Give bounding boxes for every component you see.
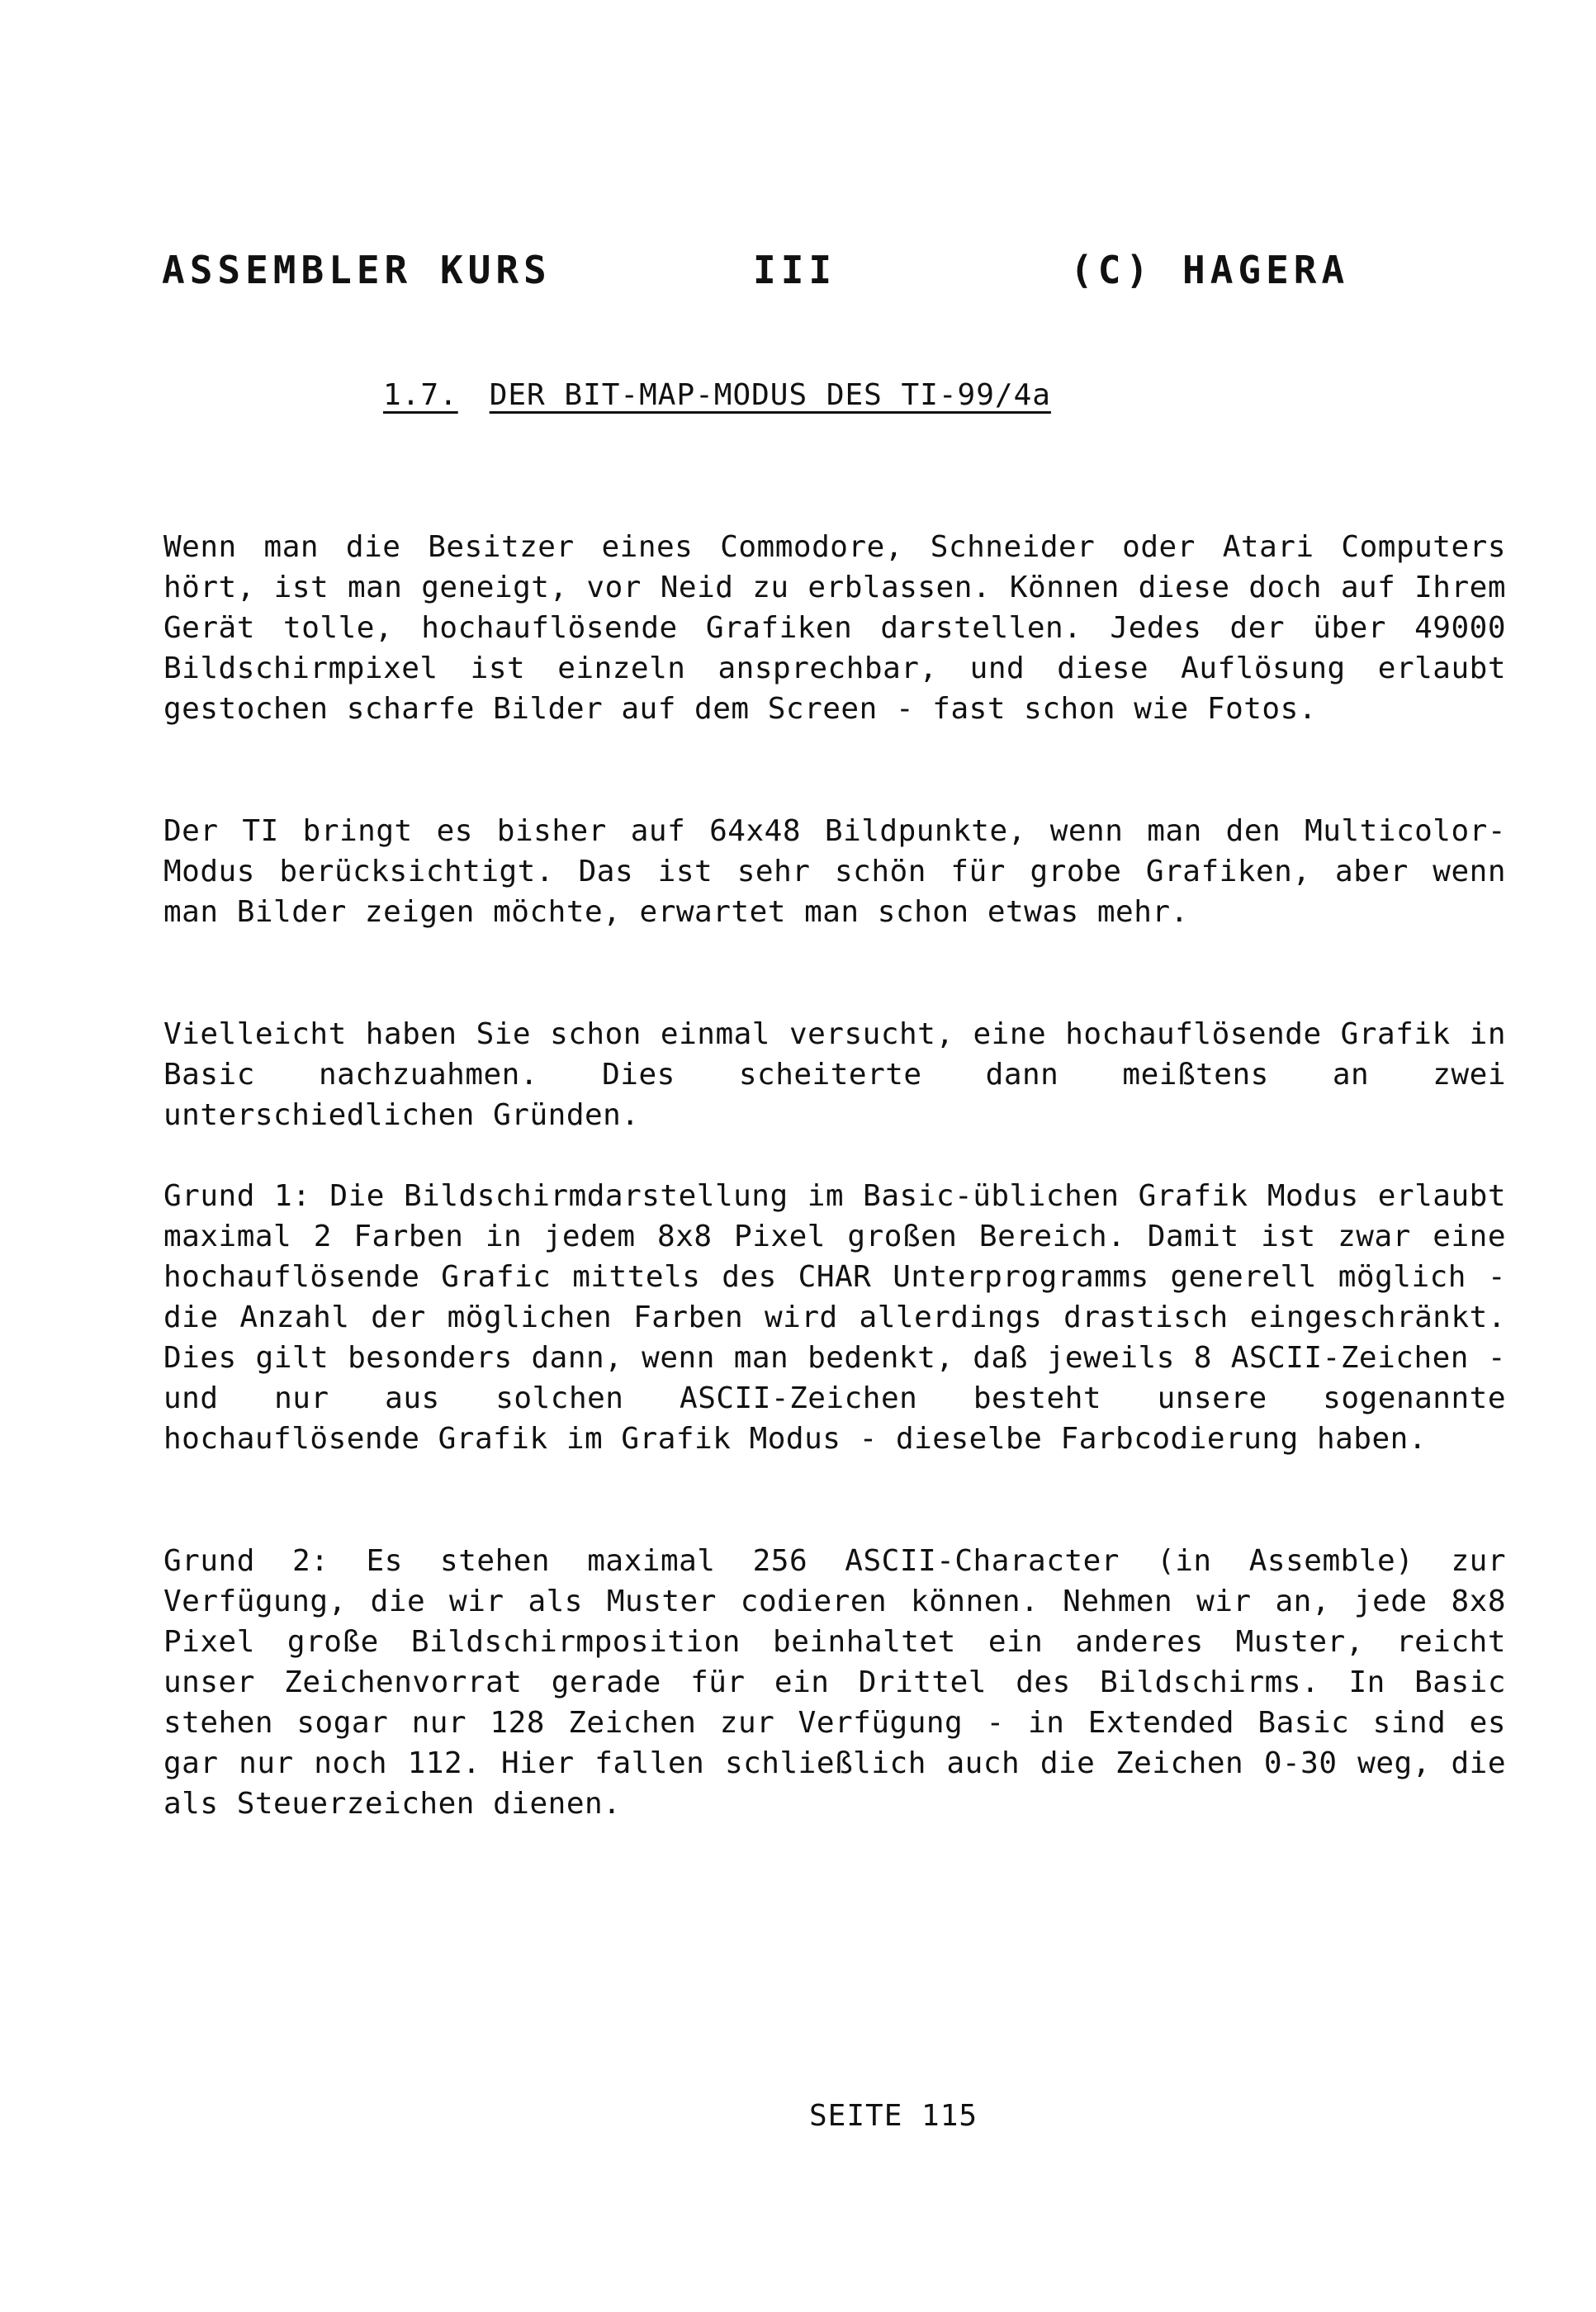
paragraph-basic-attempt: Vielleicht haben Sie schon einmal versucht, eine hochauflösende Grafik in Basic nachzuahmen. Dies scheiterte dann meißtens an zwei unterschiedlichen Gründen. <box>163 1017 1506 1132</box>
header-author: HAGERA <box>1182 248 1350 292</box>
section-title: DER BIT-MAP-MODUS DES TI-99/4a <box>489 378 1051 412</box>
header-course-number: III <box>753 248 837 292</box>
paragraph-intro: Wenn man die Besitzer eines Commodore, Schneider oder Atari Computers hört, ist man geneigt, vor Neid zu erblassen. Können diese doch auf Ihrem Gerät tolle, hochauflösende Grafiken darstellen. Jedes der über 49000 Bildschirmpixel ist einzeln ansprechbar, und diese Auflösung erlaubt gestochen scharfe Bilder auf dem Screen - fast schon wie Fotos. <box>163 530 1506 726</box>
page-header <box>162 248 1450 297</box>
paragraph-reason-2: Grund 2: Es stehen maximal 256 ASCII-Character (in Assemble) zur Verfügung, die wir als Muster codieren können. Nehmen wir an, jede 8x8 Pixel große Bildschirmposition beinhaltet ein anderes Muster, reicht unser Zeichenvorrat gerade für ein Drittel des Bildschirms. In Basic stehen sogar nur 128 Zeichen zur Verfügung - in Extended Basic sind es gar nur noch 112. Hier fallen schließlich auch die Zeichen 0-30 weg, die als Steuerzeichen dienen. <box>163 1544 1506 1821</box>
header-copyright: (C) <box>1070 248 1154 292</box>
page-number: SEITE 115 <box>809 2099 978 2133</box>
section-number: 1.7. <box>383 378 458 412</box>
header-course-title: ASSEMBLER KURS <box>162 248 552 292</box>
paragraph-ti-resolution: Der TI bringt es bisher auf 64x48 Bildpunkte, wenn man den Multicolor-Modus berücksichtigt. Das ist sehr schön für grobe Grafiken, aber wenn man Bilder zeigen möchte, erwartet man schon etwas mehr. <box>163 814 1506 929</box>
paragraph-reason-1: Grund 1: Die Bildschirmdarstellung im Basic-üblichen Grafik Modus erlaubt maximal 2 Farben in jedem 8x8 Pixel großen Bereich. Damit ist zwar eine hochauflösende Grafic mittels des CHAR Unterprogramms generell möglich - die Anzahl der möglichen Farben wird allerdings drastisch eingeschränkt. Dies gilt besonders dann, wenn man bedenkt, daß jeweils 8 ASCII-Zeichen - und nur aus solchen ASCII-Zeichen besteht unsere sogenannte hochauflösende Grafik im Grafik Modus - dieselbe Farbcodierung haben. <box>163 1179 1506 1456</box>
section-heading <box>383 378 1051 412</box>
